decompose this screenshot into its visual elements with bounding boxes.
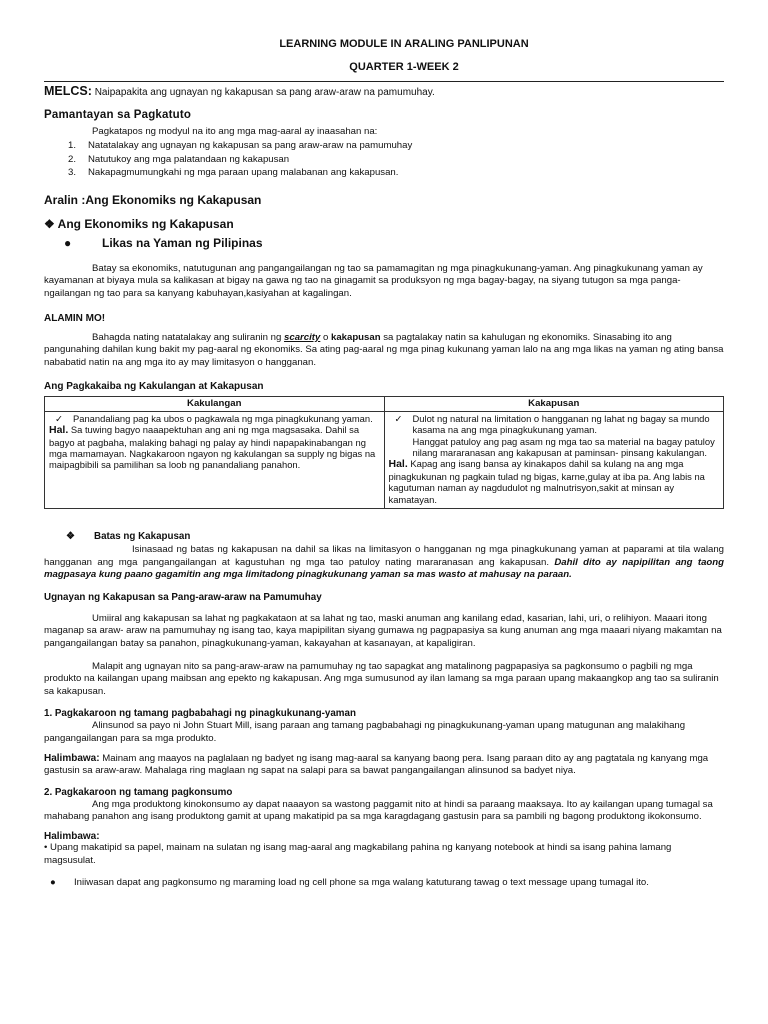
list-item: 3. Nakapagmumungkahi ng mga paraan upang malabanan ang kakapusan. (68, 167, 399, 179)
list-item: 1. Natatalakay ang ugnayan ng kakapusan sa pang araw-araw na pamumuhay (68, 140, 413, 151)
diamond-bullet-icon: ❖ (44, 216, 55, 231)
item2-example-label: Halimbawa: (44, 830, 100, 842)
scarcity-term: scarcity (284, 331, 321, 343)
item2-bullet-1: • Upang makatipid sa papel, mainam na sulatan ng isang mag-aaral ang magkabilang pahina ng kanyang notebook at hindi sa isang pahina lamang magsusulat. (44, 841, 672, 866)
checkmark-icon: ✓ (55, 412, 63, 424)
comparison-table (44, 396, 724, 509)
quarter-title: QUARTER 1-WEEK 2 (349, 61, 459, 73)
pamantayan-heading: Pamantayan sa Pagkatuto (44, 109, 192, 121)
bullet-icon: ● (64, 235, 72, 250)
table-header-kakulangan: Kakulangan (45, 397, 385, 411)
item2-bullet-2: ● Iniiwasan dapat ang pagkonsumo ng maraming load ng cell phone sa mga walang katuturang tawag o text message upang tumagal ito. (44, 877, 724, 888)
batas-emphasis: Dahil dito ay napipilitan ang taong magpasaya kung paano gagamitin ang mga limitadong pinagkukunang yaman sa mas wasto at mahusay na paraan. (44, 556, 724, 581)
item1-text: Alinsunod sa payo ni John Stuart Mill, isang paraan ang tamang pagbabahagi ng pinagkukunang-yaman upang matugunan ang malakihang pangangailangan para sa mga produkto. (44, 720, 686, 744)
melcs-text: Naipapakita ang ugnayan ng kakapusan sa pang araw-araw na pamumuhay. (94, 87, 435, 98)
item1-heading: 1. Pagkakaroon ng tamang pagbabahagi ng pinagkukunang-yaman (44, 708, 356, 720)
pagkakaiba-heading: Ang Pagkakaiba ng Kakulangan at Kakapusan (44, 381, 264, 393)
pamantayan-intro: Pagkatapos ng modyul na ito ang mga mag-aaral ay inaasahan na: (92, 126, 378, 137)
melcs-label: MELCS: (44, 84, 92, 98)
batay-paragraph: Batay sa ekonomiks, natutugunan ang pangangailangan ng tao sa pamamagitan ng mga pinagkukunang-yaman. Ang pinagkukunang yaman ay kayamanan at biyaya mula sa kalikasan at bigay na gawa ng tao na ginagamit sa produksyon ng mga bagay-bagay, na siyang tutugon sa mga panga-ngailangan ng tao para sa kanyang kabuhayan,kasiyahan at kagalingan. (44, 262, 703, 299)
hal-label: Hal. (388, 458, 408, 471)
goals-list (44, 139, 724, 180)
kakulangan-cell: ✓ Panandaliang pag ka ubos o pagkawala ng mga pinagkukunang yaman. Hal. Sa tuwing bagyo naaapektuhan ang ani ng mga magsasaka. Dahil sa bagyo at pagbaha, malaking bahagi ng palay ay hindi napapakinabangan ng mga mamamayan. Nagkakaroon ngayon ng kakulangan sa supply ng bigas na maipagbibili sa pamilihan sa loob ng panandaliang panahon. (45, 411, 385, 508)
alamin-heading: ALAMIN MO! (44, 312, 106, 324)
melcs-line (44, 81, 724, 98)
table-header-kakapusan: Kakapusan (384, 397, 724, 411)
item2-text: Ang mga produktong kinokonsumo ay dapat naaayon sa wastong paggamit nito at hindi sa paraang maaksaya. Ito ay kailangan upang tumagal sa mahabang panahon ang isang produktong gamit at upang makatipid pa sa mga karagdagang gastusin para sa pambili ng bagong produktong ikokonsumo. (44, 798, 713, 823)
kakapusan-term: kakapusan (330, 331, 381, 343)
ugnayan-p1: Umiiral ang kakapusan sa lahat ng pagkakataon at sa lahat ng tao, maski anuman ang kanilang edad, kasarian, lahi, uri, o relihiyon. Maaari itong maganap sa araw- araw na pamumuhay ng isang tao, kaya mapipilitan siyang gumawa ng pagpapasiya sa kung anuman ang mga maaari niyang makamtan na pangangailangan batay sa panahon, pinagkukunang-yaman, kakayahan at kasanayan, at kapaligiran. (44, 612, 722, 649)
kakapusan-cell: ✓ Dulot ng natural na limitation o hangganan ng lahat ng bagay sa mundo kasama na ang mga pinagkukunang yaman. Hanggat patuloy ang pag asam ng mga tao sa material na bagay patuloy nilang mararanasan ang kakapusan at paminsan- pinsang kakulangan. Hal. Kapag ang isang bansa ay kinakapos dahil sa kulang na ang mga pinagkukunan ng pagkain tulad ng bigas, karne,gulay at iba pa. Ang labis na kagutuman naman ay nagdudulot ng malnutrisyon,sakit at minsan ay kamatayan. (384, 411, 724, 508)
module-title: LEARNING MODULE IN ARALING PANLIPUNAN (279, 38, 529, 50)
ekonomiks-heading: ❖ Ang Ekonomiks ng Kakapusan (44, 216, 234, 231)
table-row (45, 411, 724, 508)
ugnayan-p2: Malapit ang ugnayan nito sa pang-araw-araw na pamumuhay ng tao sapagkat ang matalinong pagpapasiya sa pagkonsumo o pagbili ng mga produkto na kailangan upang maibsan ang epekto ng kakapusan. Ang mga sumusunod ay ilan lamang sa mga paraan upang makaangkop ang tao sa suliranin sa kakapusan. (44, 660, 719, 697)
batas-heading: ❖ Batas ng Kakapusan (66, 531, 191, 542)
item1-example: Halimbawa: Mainam ang maayos na paglalaan ng badyet ng isang mag-aaral sa kanyang baong pera. Isang paraan dito ay ang pagtatala ng kanyang mga gastusin sa araw-araw. Mahalaga ring maglaan ng sapat na salapi para sa bawat pangangailangan alinsunod sa badyet niya. (44, 752, 709, 777)
ugnayan-heading: Ugnayan ng Kakapusan sa Pang-araw-araw na Pamumuhay (44, 591, 322, 603)
bullet-icon: ● (50, 877, 56, 889)
alamin-paragraph: Bahagda nating natatalakay ang suliranin ng scarcity o kakapusan sa pagtalakay natin sa kahulugan ng ekonomiks. Sinasabing ito ang pangunahing dahilan kung bakit my pag-aaral ng ekonomiks. Sa ating pag-aaral ng mga pinag kukunang yaman lalo na ang mga likas na yaman ng ating bansa nababatid natin na ang mga ito ay may limitasyon o hangganan. (44, 331, 724, 368)
batas-paragraph: Isinasaad ng batas ng kakapusan na dahil sa likas na limitasyon o hangganan ng mga pinagkukunang yaman at paparami at tila walang hangganan ang mga pangangailangan at kagustuhan ng mga tao patuloy nating mararanasan ang kakapusan. Dahil dito ay napipilitan ang taong magpasaya kung paano gagamitin ang mga limitadong pinagkukunang yaman sa mas wasto at mahusay na paraan. (44, 544, 724, 581)
likas-heading: ● Likas na Yaman ng Pilipinas (64, 235, 263, 250)
diamond-bullet-icon: ❖ (66, 531, 75, 542)
aralin-heading: Aralin :Ang Ekonomiks ng Kakapusan (44, 192, 262, 207)
list-item: 2. Natutukoy ang mga palatandaan ng kakapusan (68, 153, 290, 165)
hal-label: Hal. (49, 424, 69, 437)
item2-heading: 2. Pagkakaroon ng tamang pagkonsumo (44, 786, 233, 798)
checkmark-icon: ✓ (394, 412, 403, 424)
